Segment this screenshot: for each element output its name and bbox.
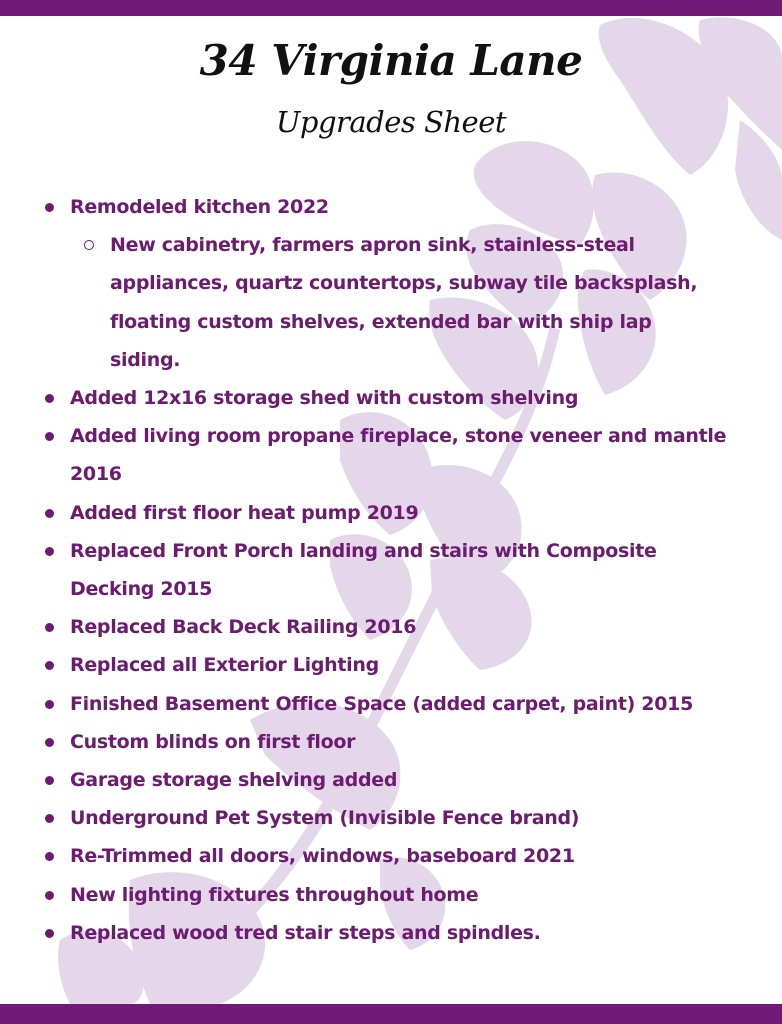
list-item [0,417,730,493]
list-item-text: Replaced Front Porch landing and stairs with Composite Decking 2015 [70,539,657,601]
page-subtitle: Upgrades Sheet [275,105,507,139]
bullet-icon [45,394,54,403]
sub-list-item-text: New cabinetry, farmers apron sink, stainless-steal appliances, quartz countertops, subway tile backsplash, floating custom shelves, extended bar with ship lap siding. [110,234,698,371]
list-item-text: Remodeled kitchen 2022 [70,196,329,218]
bullet-icon [45,432,54,441]
list-item [0,761,730,799]
bullet-icon [45,623,54,632]
list-item [0,646,730,684]
hollow-bullet-icon [84,240,94,250]
list-item-text: Added 12x16 storage shed with custom shelving [70,387,579,410]
list-item-text: Added first floor heat pump 2019 [70,501,419,524]
list-item [0,685,730,723]
list-item [0,379,730,417]
list-item-text: Replaced wood tred stair steps and spindles. [70,921,541,944]
sub-list-item [0,226,720,379]
list-item-text: Replaced all Exterior Lighting [70,654,379,677]
bullet-icon [45,700,54,709]
list-item [0,723,730,761]
list-item [0,532,730,608]
list-item-text: Re-Trimmed all doors, windows, baseboard 2021 [70,845,575,868]
bullet-icon [45,203,54,212]
list-item-text: Underground Pet System (Invisible Fence brand) [70,807,580,830]
list-item-text: Added living room propane fireplace, stone veneer and mantle 2016 [70,425,727,486]
bullet-icon [45,509,54,518]
bullet-icon [45,814,54,823]
bullet-icon [45,852,54,861]
list-item [0,876,730,914]
list-item [0,608,730,646]
list-item-text: Custom blinds on first floor [70,730,356,753]
list-item [0,799,730,837]
list-item-text: Replaced Back Deck Railing 2016 [70,616,417,639]
list-item-text: Finished Basement Office Space (added carpet, paint) 2015 [70,692,693,715]
upgrades-list [0,188,782,952]
bullet-icon [45,929,54,938]
bullet-icon [45,738,54,747]
list-item [0,494,730,532]
list-item-text: Garage storage shelving added [70,769,398,792]
bullet-icon [45,776,54,785]
bullet-icon [45,547,54,556]
page-title: 34 Virginia Lane [199,36,583,85]
bullet-icon [45,891,54,900]
list-item-text: New lighting fixtures throughout home [70,883,479,906]
list-item [0,914,730,952]
list-item [0,188,730,226]
bullet-icon [45,661,54,670]
list-item [0,837,730,875]
